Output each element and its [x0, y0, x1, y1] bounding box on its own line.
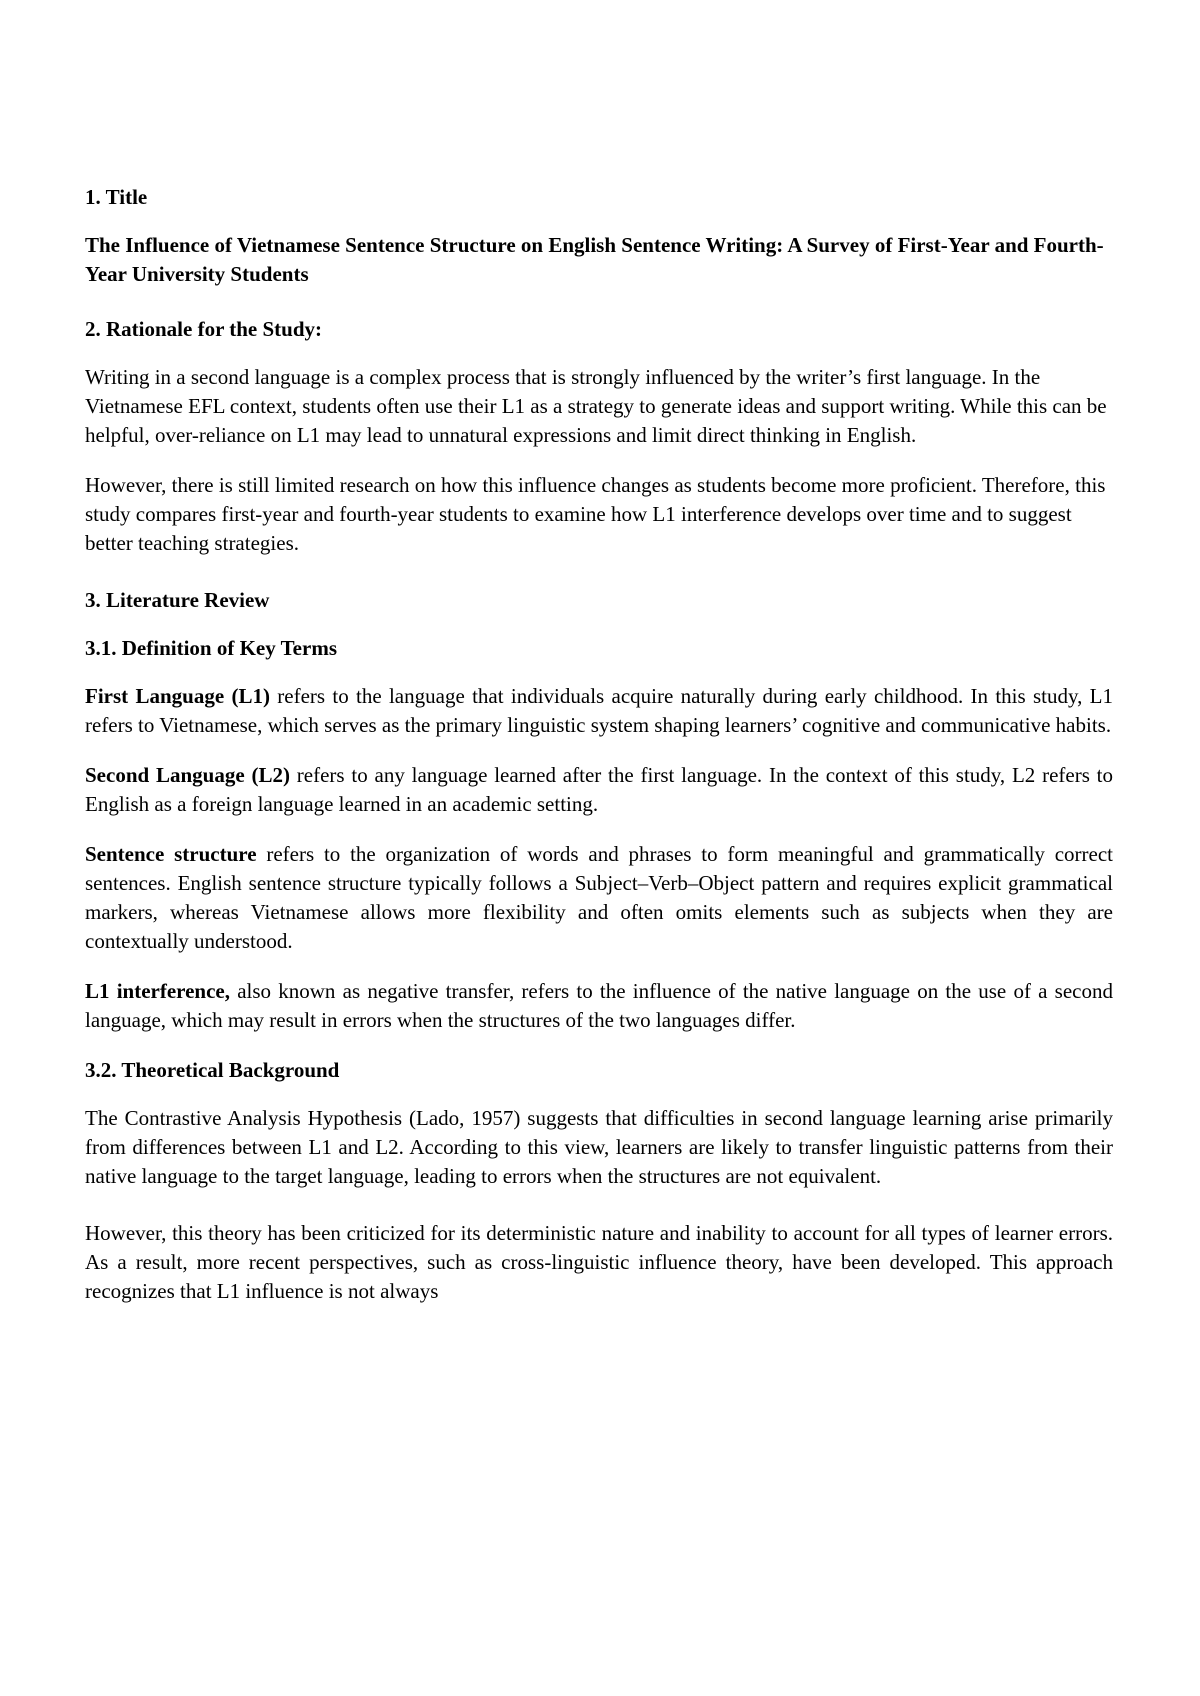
section-heading-rationale: 2. Rationale for the Study: — [85, 317, 323, 341]
definition-sentence-structure-text: refers to the organization of words and phrases to form meaningful and grammatically correct sentences. English sentence structure typically follows a Subject–Verb–Object pattern and requires explicit grammatical markers, whereas Vietnamese allows more flexibility and often omits elements such as subjects when they are contextually understood. — [85, 842, 1113, 953]
document-page — [85, 183, 1113, 1306]
theory-paragraph-1: The Contrastive Analysis Hypothesis (Lado, 1957) suggests that difficulties in second language learning arise primarily from differences between L1 and L2. According to this view, learners are likely to transfer linguistic patterns from their native language to the target language, leading to errors when the structures are not equivalent. — [85, 1106, 1113, 1188]
term-second-language: Second Language (L2) — [85, 763, 290, 787]
definition-sentence-structure — [85, 840, 1113, 956]
subsection-heading-definitions: 3.1. Definition of Key Terms — [85, 636, 337, 660]
rationale-paragraph-2: However, there is still limited research on how this influence changes as students become more proficient. Therefore, this study compares first-year and fourth-year students to examine how L1 interference develops over time and to suggest better teaching strategies. — [85, 473, 1106, 555]
definition-second-language-text: refers to any language learned after the first language. In the context of this study, L2 refers to English as a foreign language learned in an academic setting. — [85, 763, 1114, 816]
section-heading-literature-review: 3. Literature Review — [85, 588, 270, 612]
term-first-language: First Language (L1) — [85, 684, 270, 708]
definition-first-language-text: refers to the language that individuals acquire naturally during early childhood. In this study, L1 refers to Vietnamese, which serves as the primary linguistic system shaping learners’ cognitive and communicative habits. — [85, 684, 1114, 737]
document-title: The Influence of Vietnamese Sentence Structure on English Sentence Writing: A Survey of First-Year and Fourth-Year University Students — [85, 233, 1104, 286]
term-sentence-structure: Sentence structure — [85, 842, 257, 866]
theory-paragraph-2: However, this theory has been criticized for its deterministic nature and inability to account for all types of learner errors. As a result, more recent perspectives, such as cross-linguistic influence theory, have been developed. This approach recognizes that L1 influence is not always — [85, 1221, 1113, 1303]
subsection-heading-theoretical-background: 3.2. Theoretical Background — [85, 1058, 340, 1082]
definition-first-language — [85, 682, 1113, 740]
definition-second-language — [85, 761, 1113, 819]
term-l1-interference: L1 interference, — [85, 979, 231, 1003]
rationale-paragraph-1: Writing in a second language is a complex process that is strongly influenced by the writer’s first language. In the Vietnamese EFL context, students often use their L1 as a strategy to generate ideas and support writing. While this can be helpful, over-reliance on L1 may lead to unnatural expressions and limit direct thinking in English. — [85, 365, 1107, 447]
section-heading-title: 1. Title — [85, 185, 148, 209]
definition-l1-interference — [85, 977, 1113, 1035]
definition-l1-interference-text: also known as negative transfer, refers to the influence of the native language on the use of a second language, which may result in errors when the structures of the two languages differ. — [85, 979, 1113, 1032]
